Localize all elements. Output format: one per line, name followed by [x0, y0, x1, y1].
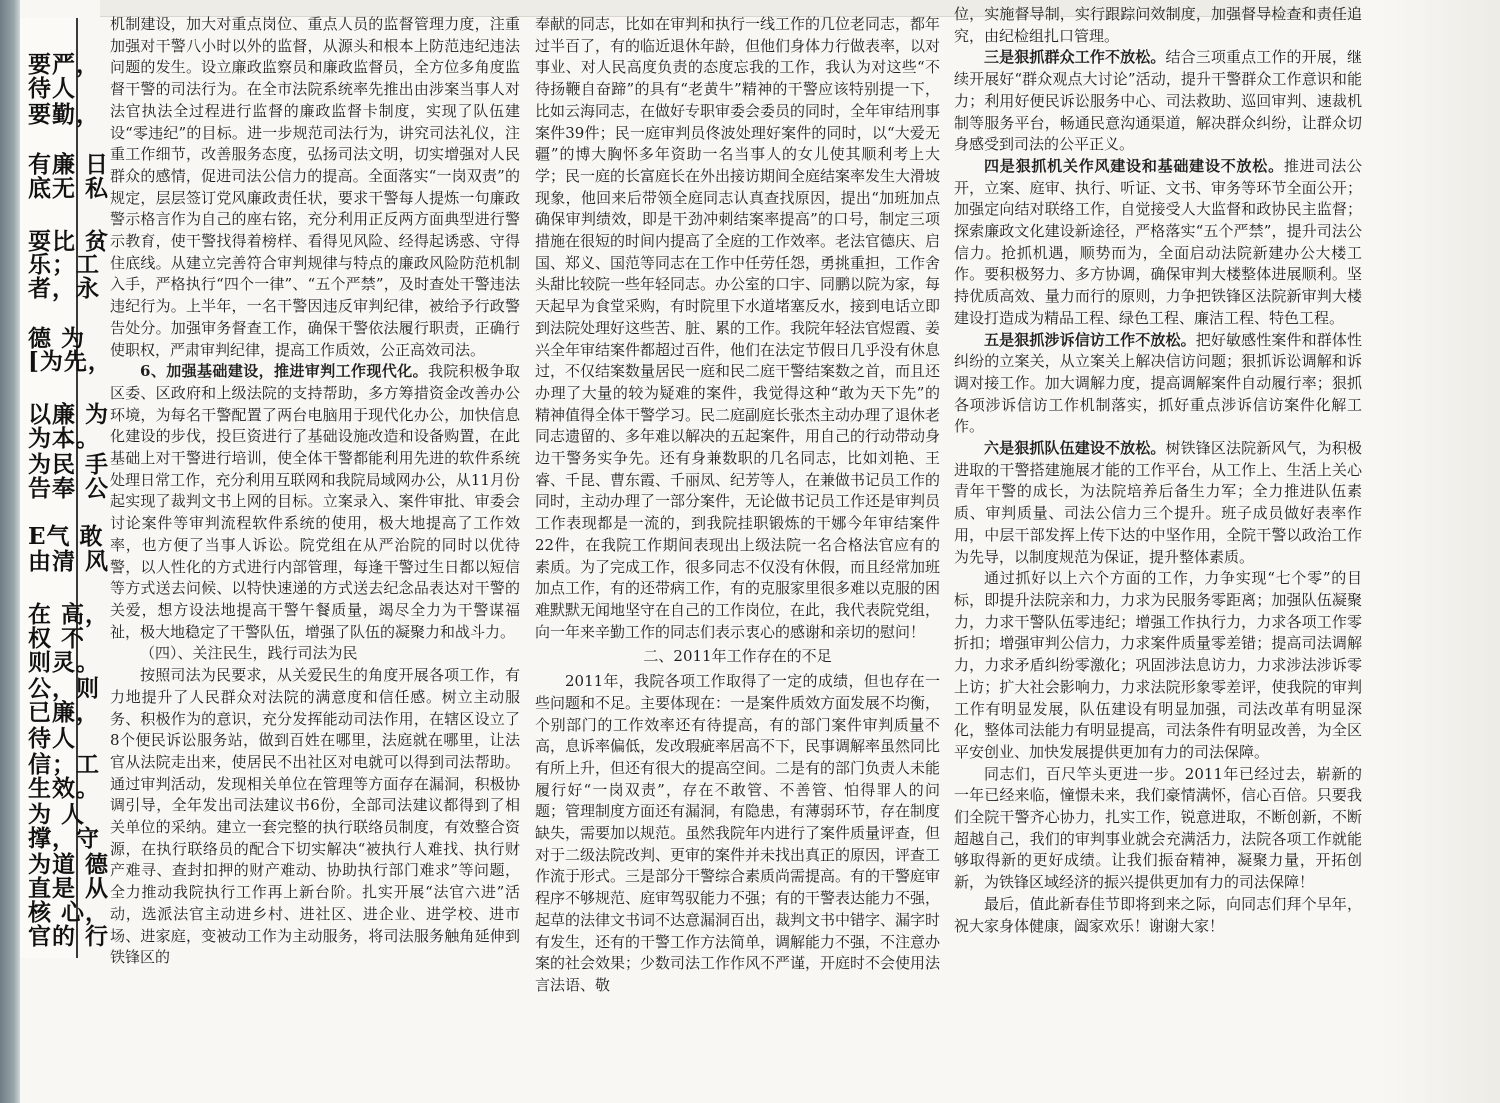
paragraph-text: 最后，值此新春佳节即将到来之际，向同志们拜个早年，祝大家身体健康，阖家欢乐！谢谢大家！: [954, 894, 1362, 935]
paragraph-text: 我院积极争取区委、区政府和上级法院的支持帮助，多方筹措资金改善办公环境，为每名干警配置了两台电脑用于现代化办公，加快信息化建设的步伐，投巨资进行了基础设施改造和设备购置，在此基础上对干警进行培训，使全体干警都能利用先进的软件系统处理日常工作，充分利用互联网和我院局域网办公，从11月份起实现了裁判文书上网的目标。立案录入、案件审批、审委会讨论案件等审判流程软件系统的使用，极大地提高了工作效率，也方便了当事人诉讼。院党组在从严治院的同时以优待警，以人性化的方式进行内部管理，每逢干警过生日都以短信等方式送去问候、以特快速递的方式送去纪念品表达对干警的关爱，想方设法地提高干警午餐质量，竭尽全力为干警谋福祉，极大地稳定了干警队伍，增强了队伍的凝聚力和战斗力。: [110, 362, 520, 641]
paragraph: [954, 330, 1362, 439]
vertical-strip-line: 乐；工: [28, 251, 100, 278]
paragraph-text: 机制建设，加大对重点岗位、重点人员的监督管理力度，注重加强对干警八小时以外的监督，从源头和根本上防范违纪违法问题的发生。设立廉政监察员和廉政监督员，全方位多角度监督干警的司法行为。在全市法院系统率先推出由涉案当事人对法官执法全过程进行监督的廉政监督卡制度，实现了队伍建设“零违纪”的目标。进一步规范司法行为，讲究司法礼仪，注重工作细节，改善服务态度，弘扬司法文明，切实增强对人民群众的感情，促进司法公信力的提高。全面落实“一岗双责”的规定，层层签订党风廉政责任状，要求干警每人提炼一句廉政警示格言作为自己的座右铭，充分利用正反两方面典型进行警示教育，使干警找得着榜样、看得见风险、经得起诱惑、守得住底线。从建立完善符合审判规律与特点的廉政风险防范机制入手，严格执行“四个一律”、“五个严禁”，及时查处干警违法违纪行为。上半年，一名干警因违反审判纪律，被给予行政警告处分。加强审务督查工作，确保干警依法履行职责，正确行使职权，严肃审判纪律，提高工作质效，公正高效司法。: [110, 15, 520, 359]
paragraph: [954, 4, 1362, 47]
vertical-strip-line: 核 心，: [28, 899, 110, 926]
paragraph: [954, 894, 1362, 937]
vertical-strip-line: 在 高，: [28, 601, 110, 628]
vertical-strip-line: 耍比 贫: [28, 228, 110, 255]
page-shadow: [1380, 0, 1500, 1103]
vertical-strip-line: 底无 私: [28, 175, 110, 202]
vertical-strip-line: 德 为: [28, 325, 86, 352]
paragraph: [110, 361, 520, 643]
paragraph: [535, 671, 940, 997]
vertical-strip-line: [为先，: [28, 348, 112, 375]
paragraph-lead: 五是狠抓涉诉信访工作不放松。: [984, 330, 1196, 349]
paragraph: [110, 14, 520, 361]
vertical-strip-line: 为民 手: [28, 451, 110, 478]
paragraph: [954, 438, 1362, 568]
paragraph-text: （四）、关注民生，践行司法为民: [140, 644, 358, 663]
vertical-strip-line: 有廉 日: [28, 151, 110, 178]
paragraph-lead: 四是狠抓机关作风建设和基础建设不放松。: [984, 156, 1284, 175]
paragraph: [954, 156, 1362, 330]
vertical-strip-line: 权 不: [28, 625, 86, 652]
paragraph-text: 奉献的同志，比如在审判和执行一线工作的几位老同志，都年过半百了，有的临近退休年龄，但他们身体力行做表率，以对事业、对人民高度负责的态度忘我的工作，我认为对这些“不待扬鞭自奋蹄”的具有“老黄牛”精神的干警应该特别提一下，比如云海同志，在做好专职审委会委员的同时，全年审结刑事案件39件；民一庭审判员佟波处理好案件的同时，以“大爱无疆”的博大胸怀多年资助一名当事人的女儿使其顺利考上大学；民一庭的长富庭长在外出接访期间全庭结案率发生大滑坡现象，他回来后带领全庭同志认真查找原因，提出“加班加点确保审判绩效，即是干劲冲刺结案率提高”的口号，制定三项措施在很短的时间内提高了全庭的工作效率。老法官德庆、启国、郑义、国范等同志在工作中任劳任怨，勇挑重担，工作舍头甜比较院一些年轻同志。办公室的口宇、同鹏以院为家，每天起早为食堂采购，有时院里下水道堵塞反水，接到电话立即到法院处理好这些苦、脏、累的工作。我院年轻法官煜霞、姜兴全年审结案件都超过百件，他们在法定节假日几乎没有休息过，不仅结案数量居民一庭和民二庭干警结案数之首，而且还办理了大量的较为疑难的案件，我觉得这种“敢为天下先”的精神值得全体干警学习。民二庭副庭长张杰主动办理了退休老同志遗留的、多年难以解决的五起案件，用自己的行动带动身边干警务实争先。还有身兼数职的几名同志，比如刘艳、王睿、千昆、曹东霞、千丽凤、纪芳等人，在兼做书记员工作的同时，主动办理了一部分案件，无论做书记员工作还是审判员工作表现都是一流的，到我院挂职锻炼的干娜今年审结案件22件，在我院工作期间表现出上级法院一名合格法官应有的素质。为了完成工作，很多同志不仅没有休假，而且经常加班加点工作，有的还带病工作，有的克服家里很多难以克服的困难默默无闻地坚守在自己的工作岗位，在此，我代表院党组，向一年来辛勤工作的同志们表示衷心的感谢和亲切的慰问！: [535, 15, 940, 641]
paragraph-text: 按照司法为民要求，从关爱民生的角度开展各项工作，有力地提升了人民群众对法院的满意度和信任感。树立主动服务、积极作为的意识，充分发挥能动司法作用，在辖区设立了8个便民诉讼服务站，做到百姓在哪里，法庭就在哪里，让法官从法院走出来，使居民不出社区对电就可以得到司法帮助。通过审判活动，发现相关单位在管理等方面存在漏洞，积极协调引导，全年发出司法建议书6份，全部司法建议都得到了相关单位的采纳。建立一套完整的执行联络员制度，有效整合资源，在执行联络员的配合下切实解决“被执行人难找、执行财产难寻、查封扣押的财产难动、协助执行部门难求”等问题，全力推动我院执行工作再上新台阶。扎实开展“法官六进”活动，选派法官主动进乡村、进社区、进企业、进学校、进市场、进家庭，变被动工作为主动服务，将司法服务触角延伸到铁锋区的: [110, 666, 520, 967]
vertical-strip-line: 待人: [28, 725, 76, 752]
paragraph-text: 位，实施督导制，实行跟踪问效制度，加强督导检查和责任追究，由纪检组扎口管理。: [954, 5, 1362, 45]
vertical-strip-line: 官的 行: [28, 923, 110, 950]
vertical-strip-line: 要严，: [28, 51, 100, 78]
paragraph-text: 树铁锋区法院新风气，为积极进取的干警搭建施展才能的工作平台，从工作上、生活上关心青年干警的成长，为法院培养后备生力军；全力推进队伍素质、审判质量、司法公信力三个提升。班子成员做好表率作用，中层干部发挥上传下达的中坚作用，全院干警以政治工作为先导，以制度规范为保证，提升整体素质。: [954, 439, 1362, 566]
paragraph-text: 推进司法公开，立案、庭审、执行、听证、文书、审务等环节全面公开；加强定向结对联络工作，自觉接受人大监督和政协民主监督；探索廉政文化建设新途径，严格落实“五个严禁”，提升司法公信力。抢抓机遇，顺势而为，全面启动法院新建办公大楼工作。要积极努力、多方协调，确保审判大楼整体进展顺利。坚持优质高效、量力而行的原则，力争把铁锋区法院新审判大楼建设打造成为精品工程、绿色工程、廉洁工程、特色工程。: [954, 156, 1362, 327]
vertical-strip-line: 待人: [28, 75, 76, 102]
vertical-strip-line: 由清 风: [28, 548, 110, 575]
text-column-2: [535, 14, 940, 1024]
vertical-strip-line: 者，永: [28, 275, 100, 302]
paragraph: [110, 665, 520, 969]
vertical-strip-line: 告奉 公: [28, 475, 110, 502]
paragraph-lead: 6、加强基础建设，推进审判工作现代化。: [140, 362, 428, 381]
vertical-strip-line: 为 人: [28, 801, 86, 828]
vertical-strip-line: 撑，守: [28, 825, 100, 852]
vertical-strip-line: 直是 从: [28, 875, 110, 902]
vertical-strip-line: 信；工: [28, 751, 100, 778]
paragraph: [954, 764, 1362, 894]
paragraph-text: 2011年，我院各项工作取得了一定的成绩，但也存在一些问题和不足。主要体现在：一是案件质效方面发展不均衡，个别部门的工作效率还有待提高，有的部门案件审判质量不高，息诉率偏低，发改瑕疵率居高不下，民事调解率虽然同比有所上升，但还有很大的提高空间。二是有的部门负责人未能履行好“一岗双责”，存在不敢管、不善管、怕得罪人的问题；管理制度方面还有漏洞，有隐患，有薄弱环节，存在制度缺失，需要加以规范。虽然我院年内进行了案件质量评查，但对于二级法院改判、更审的案件并未找出真正的原因，评查工作流于形式。三是部分干警综合素质尚需提高。有的干警庭审程序不够规范、庭审驾驭能力不强；有的干警表达能力不强，起草的法律文书词不达意漏洞百出，裁判文书中错字、漏字时有发生，还有的干警工作方法简单，调解能力不强，不注意办案的社会效果；少数司法工作作风不严谨，开庭时不会使用法言法语、敬: [535, 672, 940, 994]
vertical-strip-line: 则灵。: [28, 649, 100, 676]
vertical-strip-line: 公，则: [28, 675, 100, 702]
vertical-strip-line: 生效。: [28, 775, 100, 802]
paragraph-text: 二、2011年工作存在的不足: [643, 647, 832, 666]
text-column-3: [954, 4, 1362, 1014]
vertical-strip-line: 为本。: [28, 425, 100, 452]
vertical-strip-line: 为道 德: [28, 851, 110, 878]
page-edge-border: [0, 0, 20, 1103]
paragraph-text: 通过抓好以上六个方面的工作，力争实现“七个零”的目标，即提升法院亲和力，力求为民服务零距离；加强队伍凝聚力，力求干警队伍零违纪；增强工作执行力，力求各项工作零折扣；增强审判公信力，力求案件质量零差错；提高司法调解力，力求矛盾纠纷零激化；巩固涉法息访力，力求涉法涉诉零上访；扩大社会影响力，力求法院形象零差评，使我院的审判工作有明显发展，队伍建设有明显加强，司法改革有明显深化，整体司法能力有明显提高，司法条件有明显改善，为全区平安创业、加快发展提供更加有力的司法保障。: [954, 569, 1362, 761]
paragraph-text: 把好敏感性案件和群体性纠纷的立案关，从立案关上解决信访问题；狠抓诉讼调解和诉调对接工作。加大调解力度，提高调解案件自动履行率；狠抓各项涉诉信访工作机制落实，抓好重点涉诉信访案件化解工作。: [954, 330, 1362, 436]
paragraph: [535, 14, 940, 643]
text-column-1: [110, 14, 520, 1024]
vertical-strip-line: 要勤，: [28, 101, 100, 128]
paragraph: [110, 643, 520, 665]
paragraph-lead: 六是狠抓队伍建设不放松。: [984, 439, 1166, 458]
vertical-strip-line: E气 敢: [28, 523, 104, 550]
paragraph: [954, 568, 1362, 763]
paragraph: [535, 646, 940, 668]
paragraph: [954, 47, 1362, 156]
vertical-strip-line: 已廉，: [28, 699, 100, 726]
vertical-strip-line: 以廉 为: [28, 401, 110, 428]
vertical-text-strip: [20, 18, 112, 958]
paragraph-text: 结合三项重点工作的开展，继续开展好“群众观点大讨论”活动，提升干警群众工作意识和能力；利用好便民诉讼服务中心、司法救助、巡回审判、速裁机制等服务平台，畅通民意沟通渠道，解决群众纠纷，让群众切身感受到司法的公平正义。: [954, 48, 1362, 154]
paragraph-text: 同志们，百尺竿头更进一步。2011年已经过去，崭新的一年已经来临，憧憬未来，我们豪情满怀，信心百倍。只要我们全院干警齐心协力，扎实工作，锐意进取，不断创新，不断超越自己，我们的审判事业就会充满活力，法院各项工作就能够取得新的更好成绩。让我们振奋精神，凝聚力量，开拓创新，为铁锋区域经济的振兴提供更加有力的司法保障！: [954, 764, 1362, 892]
paragraph-lead: 三是狠抓群众工作不放松。: [984, 48, 1166, 67]
